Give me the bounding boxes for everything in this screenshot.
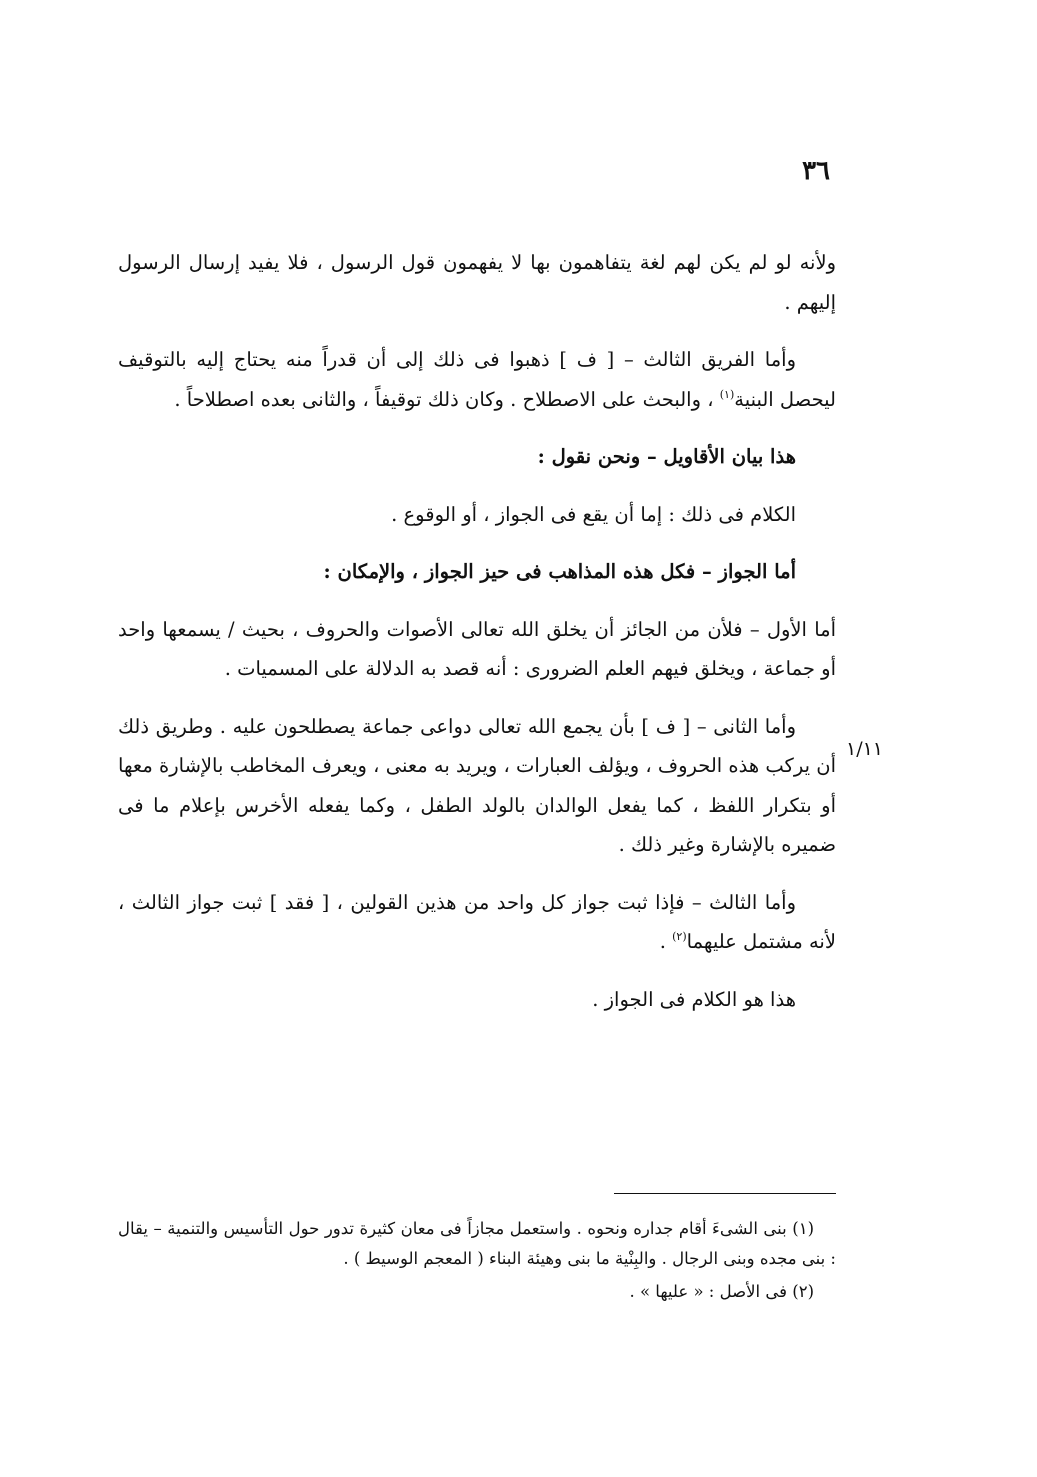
paragraph-8-tail: . xyxy=(659,930,666,953)
paragraph-8-text: وأما الثالث – فإذا ثبت جواز كل واحد من هذين القولين ، [ فقد ] ثبت جواز الثالث ، لأنه مشتمل عليهما xyxy=(118,890,836,953)
paragraph-2-tail: ، والبحث على الاصطلاح . وكان ذلك توقيفاً ، والثانى بعده اصطلاحاً . xyxy=(174,387,714,411)
paragraph-2 xyxy=(118,340,836,419)
footnote-divider xyxy=(614,1193,836,1194)
paragraph-4: الكلام فى ذلك : إما أن يقع فى الجواز ، أو الوقوع . xyxy=(391,502,796,526)
footnote-1: (١) بنى الشىءَ أقام جداره ونحوه . واستعمل مجازاً فى معان كثيرة تدور حول التأسيس والتنمية – يقال : بنى مجده وبنى الرجال . والبِنْية ما بنى وهيئة البناء ( المعجم الوسيط ) . xyxy=(118,1219,836,1268)
margin-folio-note: ١/١١ xyxy=(846,738,884,760)
footnote-ref-2: (٢) xyxy=(672,930,687,943)
footnotes xyxy=(118,1214,836,1310)
footnote-2: (٢) فى الأصل : « عليها » . xyxy=(629,1282,814,1301)
footnote-ref-1: (١) xyxy=(719,387,735,401)
paragraph-2-text: وأما الفريق الثالث – [ ف ] ذهبوا فى ذلك إلى أن قدراً منه يحتاج إليه بالتوقيف ليحصل البنية xyxy=(118,348,836,411)
page-number: ٣٦ xyxy=(802,156,830,186)
paragraph-5: أما الجواز – فكل هذه المذاهب فى حيز الجواز ، والإمكان : xyxy=(323,560,796,583)
paragraph-3: هذا بيان الأقاويل – ونحن نقول : xyxy=(537,445,796,468)
paragraph-9: هذا هو الكلام فى الجواز . xyxy=(592,987,796,1011)
paragraph-8 xyxy=(118,883,836,962)
main-text xyxy=(118,243,836,1037)
paragraph-1: ولأنه لو لم يكن لهم لغة يتفاهمون بها لا يفهمون قول الرسول ، فلا يفيد إرسال الرسول إليهم . xyxy=(118,251,836,314)
paragraph-7: وأما الثانى – [ ف ] بأن يجمع الله تعالى دواعى جماعة يصطلحون عليه . وطريق ذلك أن يركب هذه الحروف ، ويؤلف العبارات ، ويريد به معنى ، ويعرف المخاطب بالإشارة معها أو بتكرار اللفظ ، كما يفعل الوالدان بالولد الطفل ، وكما يفعله الأخرس بإعلام ما فى ضميره بالإشارة وغير ذلك . xyxy=(118,714,836,856)
paragraph-6: أما الأول – فلأن من الجائز أن يخلق الله تعالى الأصوات والحروف ، بحيث / يسمعها واحد أو جماعة ، ويخلق فيهم العلم الضرورى : أنه قصد به الدلالة على المسميات . xyxy=(118,617,836,680)
